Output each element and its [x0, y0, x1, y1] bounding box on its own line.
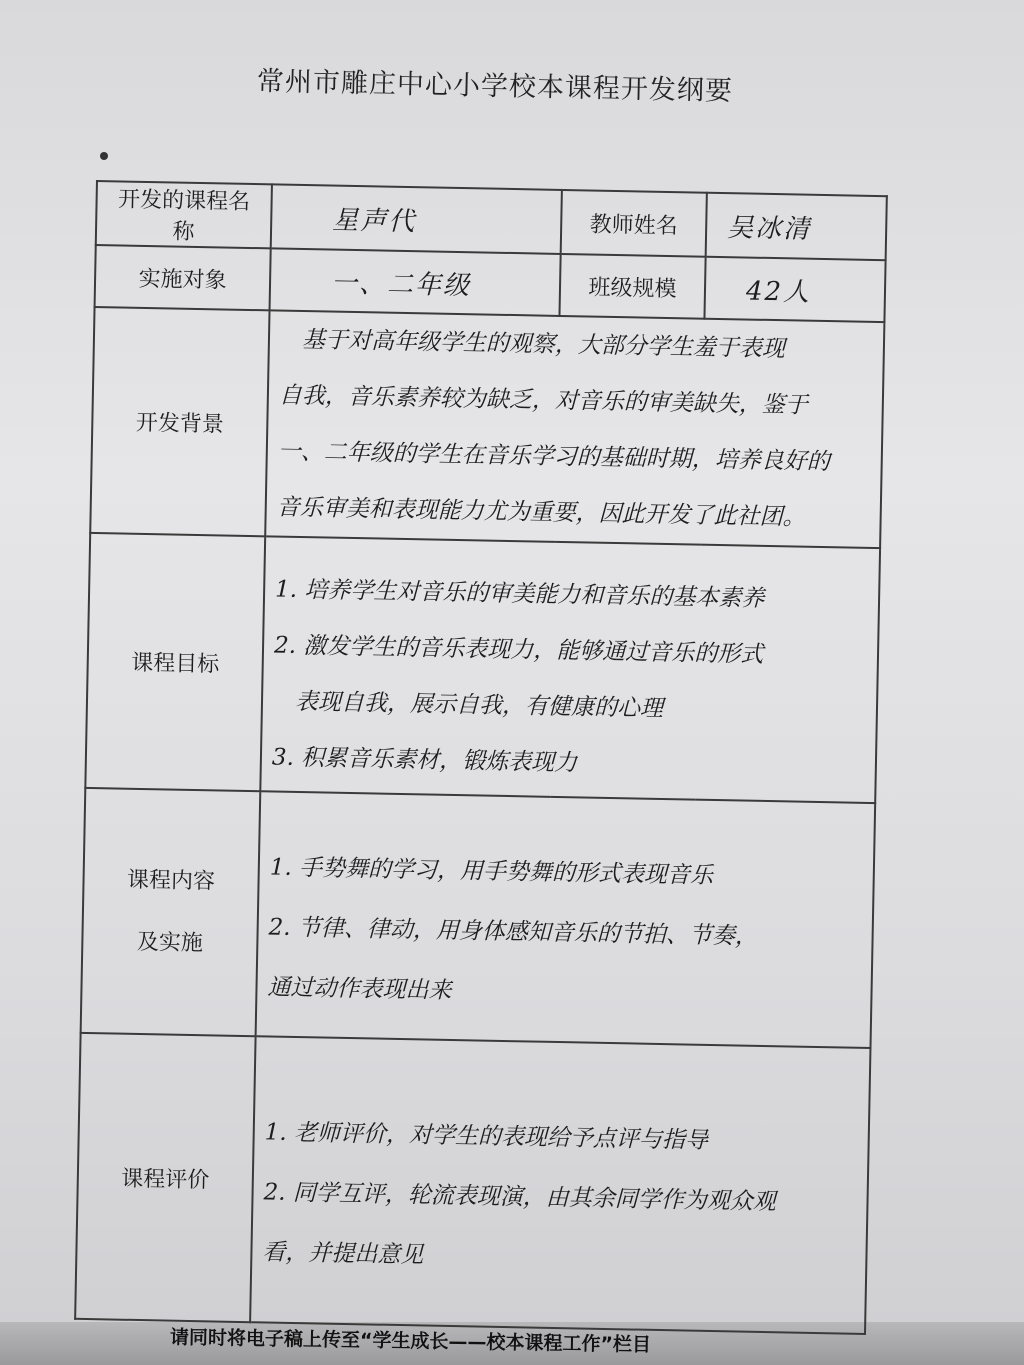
- goals-line: 1. 培养学生对音乐的审美能力和音乐的基本素养: [274, 576, 765, 612]
- content-label-line: 课程内容: [126, 867, 216, 894]
- page-title: 常州市雕庄中心小学校本课程开发纲要: [256, 66, 734, 107]
- content-label-line: 及实施: [136, 929, 204, 956]
- background-row: [90, 307, 884, 548]
- content-row: [81, 788, 876, 1048]
- background-line: 基于对高年级学生的观察，大部分学生羞于表现: [301, 326, 786, 363]
- background-line: 自我，音乐素养较为缺乏，对音乐的审美缺失，鉴于: [278, 382, 809, 419]
- goals-label: 课程目标: [85, 533, 265, 791]
- evaluation-text: [250, 1036, 870, 1334]
- footer-note: 请同时将电子稿上传至“学生成长——校本课程工作”栏目: [169, 1326, 652, 1357]
- evaluation-row: [75, 1033, 870, 1334]
- content-line: 2. 节律、律动，用身体感知音乐的节拍、节奏，: [268, 913, 759, 950]
- goals-text: [260, 536, 880, 803]
- class-size-value: 42人: [704, 257, 885, 322]
- evaluation-label: 课程评价: [75, 1033, 255, 1322]
- goals-line: 表现自我，展示自我，有健康的心理: [294, 688, 664, 722]
- goals-line: 2. 激发学生的音乐表现力，能够通过音乐的形式: [273, 632, 764, 668]
- course-outline-form: [74, 180, 885, 1315]
- ink-dot: [100, 152, 108, 160]
- content-line: 通过动作表现出来: [267, 973, 452, 1004]
- evaluation-line: 1. 老师评价，对学生的表现给予点评与指导: [264, 1119, 709, 1154]
- target-value: 一、二年级: [270, 248, 561, 316]
- content-line: 1. 手势舞的学习，用手势舞的形式表现音乐: [269, 853, 714, 889]
- evaluation-line: 看，并提出意见: [262, 1239, 424, 1269]
- course-name-label: 开发的课程名称: [96, 181, 272, 248]
- background-text: [265, 310, 884, 548]
- form-table: [74, 180, 888, 1335]
- teacher-name-label: 教师姓名: [561, 190, 707, 257]
- teacher-name-value: 吴冰清: [706, 193, 887, 260]
- course-name-value: 星声代: [271, 184, 562, 254]
- background-line: 一、二年级的学生在音乐学习的基础时期，培养良好的: [277, 438, 830, 476]
- evaluation-line: 2. 同学互评，轮流表现演，由其余同学作为观众观: [263, 1179, 777, 1216]
- goals-row: [85, 533, 880, 803]
- goals-line: 3. 积累音乐素材，锻炼表现力: [271, 743, 578, 776]
- target-label: 实施对象: [95, 245, 271, 310]
- content-text: [256, 791, 876, 1048]
- background-line: 音乐审美和表现能力尤为重要，因此开发了此社团。: [276, 494, 806, 531]
- background-label: 开发背景: [90, 307, 269, 536]
- class-size-label: 班级规模: [559, 254, 705, 319]
- content-label: [81, 788, 261, 1036]
